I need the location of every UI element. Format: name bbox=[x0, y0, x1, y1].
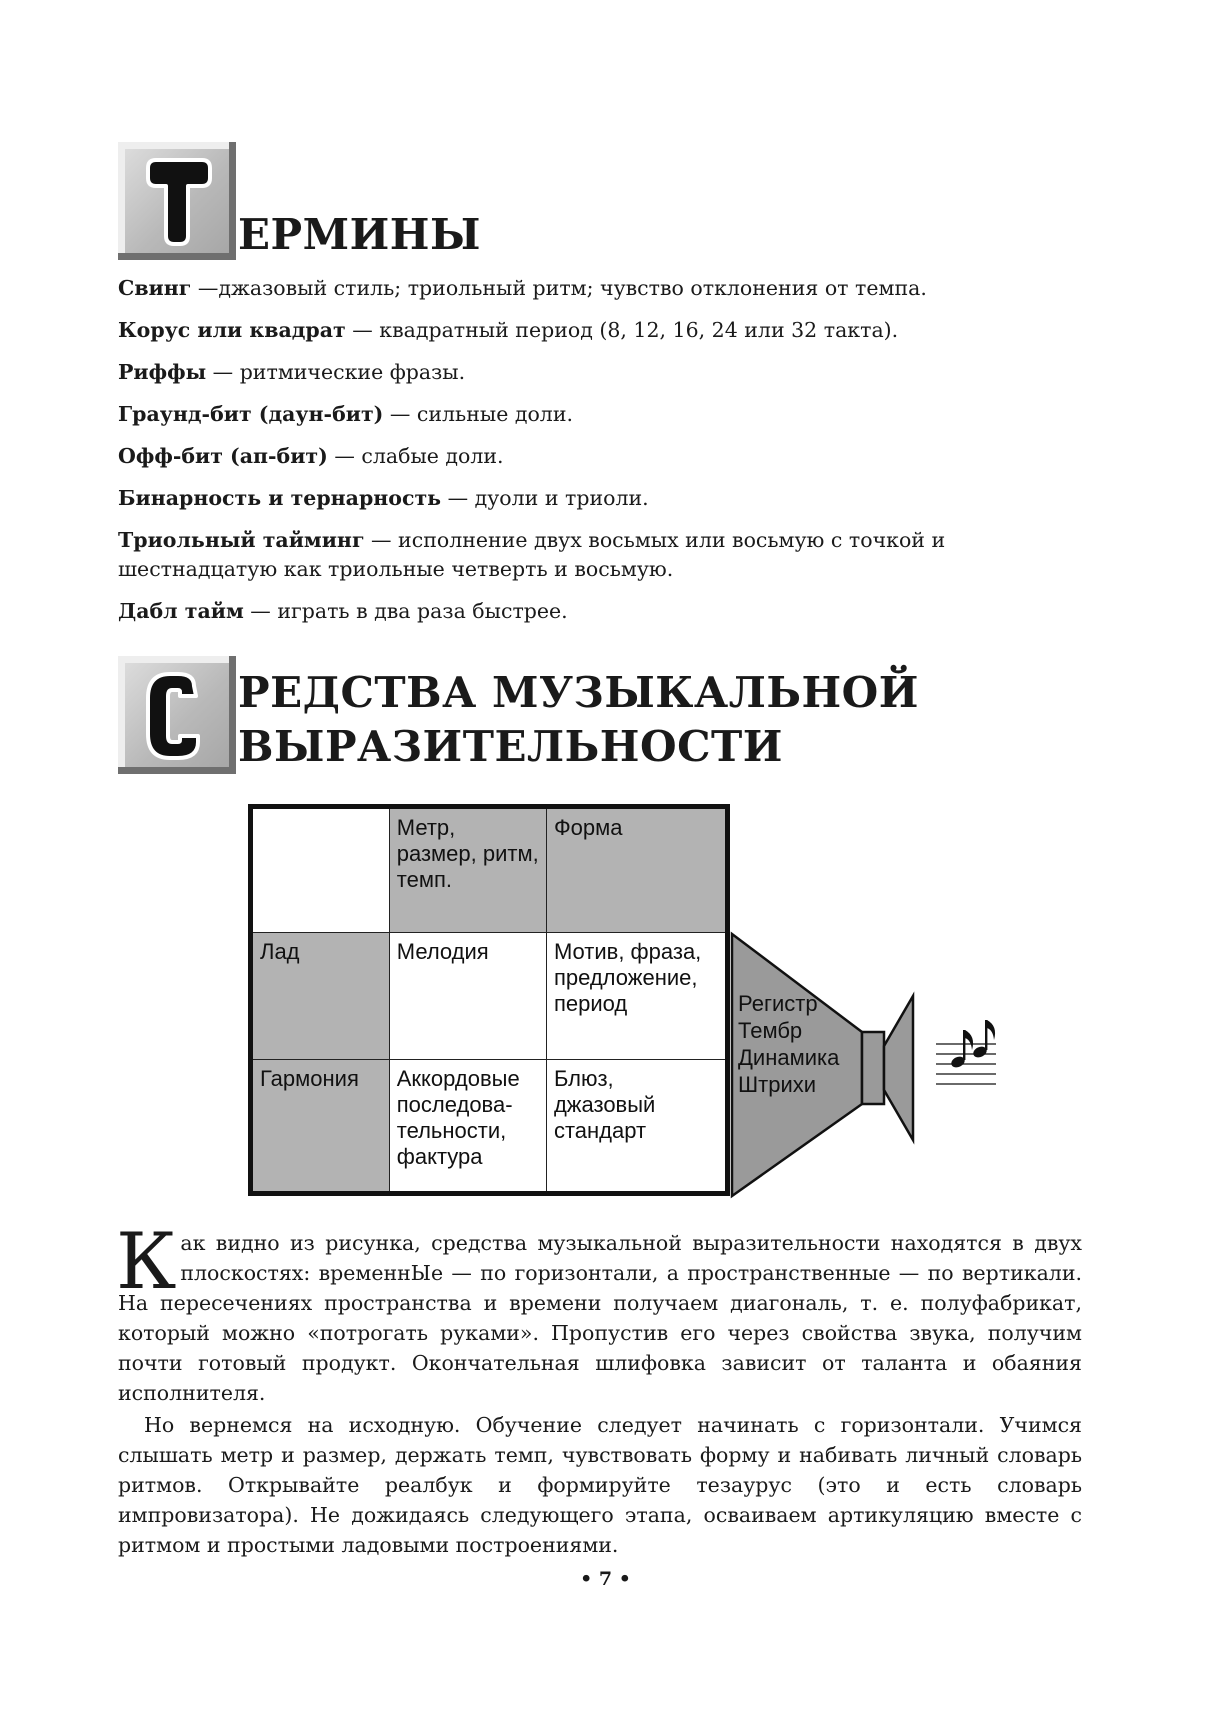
means-title bbox=[238, 666, 919, 774]
dropcap-k: К bbox=[116, 1217, 177, 1307]
expressiveness-diagram bbox=[248, 804, 1008, 1204]
term-definition: — квадратный период (8, 12, 16, 24 или 32 такта). bbox=[345, 318, 899, 342]
paragraph-text: ак видно из рисунка, средства музыкальной выразительности находятся в двух плоскостях: временнЫе — по горизонтали, а пространственные — по вертикали. На пересечениях пространства и времени получаем диагональ, т. е. полуфабрикат, который можно «потрогать руками». Пропустив его через свойства звука, получим почти готовый продукт. Окончательная шлифовка зависит от таланта и обаяния исполнителя. bbox=[118, 1231, 1082, 1405]
body-text bbox=[116, 1217, 1082, 1562]
term-name: Дабл тайм bbox=[118, 599, 244, 623]
table-cell: Мотив, фраза, предложение, период bbox=[546, 932, 727, 1060]
term-name: Офф-бит (ап-бит) bbox=[118, 444, 328, 468]
terms-list bbox=[118, 274, 1098, 639]
means-heading bbox=[118, 656, 919, 774]
term-item bbox=[118, 316, 1098, 345]
sound-property: Динамика bbox=[738, 1045, 840, 1070]
table-row bbox=[251, 932, 728, 1060]
funnel-bell bbox=[884, 996, 913, 1140]
term-definition: — ритмические фразы. bbox=[206, 360, 466, 384]
term-definition: —джазовый стиль; триольный ритм; чувство отклонения от темпа. bbox=[191, 276, 927, 300]
terms-title: ЕРМИНЫ bbox=[238, 210, 481, 259]
table-cell: Форма bbox=[546, 807, 727, 933]
dropcap-box-t bbox=[118, 142, 236, 260]
music-notes-icon bbox=[950, 1020, 996, 1069]
body-paragraph-2: Но вернемся на исходную. Обучение следует начинать с горизонтали. Учимся слышать метр и размер, держать темп, чувствовать форму и набивать личный словарь ритмов. Открывайте реалбук и формируйте тезаурус (это и есть словарь импровизатора). Не дожидаясь следующего этапа, осваиваем артикуляцию вместе с ритмом и простыми ладовыми построениями. bbox=[118, 1413, 1082, 1557]
term-definition: — слабые доли. bbox=[327, 444, 504, 468]
means-title-line1: РЕДСТВА МУЗЫКАЛЬНОЙ bbox=[238, 668, 919, 717]
term-name: Свинг bbox=[118, 276, 192, 300]
term-definition: — дуоли и триоли. bbox=[441, 486, 649, 510]
term-name: Триольный тайминг bbox=[118, 528, 365, 552]
term-item bbox=[118, 597, 1098, 626]
term-item bbox=[118, 358, 1098, 387]
term-item bbox=[118, 484, 1098, 513]
terms-heading bbox=[118, 142, 481, 260]
svg-text:С: С bbox=[176, 768, 178, 769]
page-number: • 7 • bbox=[580, 1568, 631, 1590]
term-name: Корус или квадрат bbox=[118, 318, 346, 342]
dropcap-s-glyph bbox=[118, 656, 236, 774]
dropcap-box-s bbox=[118, 656, 236, 774]
term-name: Риффы bbox=[118, 360, 207, 384]
term-definition: — исполнение двух восьмых или восьмую с точкой и шестнадцатую как триольные четверть и восьмую. bbox=[118, 528, 946, 581]
term-definition: — сильные доли. bbox=[383, 402, 574, 426]
table-cell bbox=[251, 807, 390, 933]
svg-text:Т: Т bbox=[176, 254, 178, 255]
expressiveness-table bbox=[248, 804, 730, 1196]
term-item bbox=[118, 274, 1098, 303]
means-title-line2: ВЫРАЗИТЕЛЬНОСТИ bbox=[238, 722, 783, 771]
dropcap-t-glyph bbox=[118, 142, 236, 260]
term-item bbox=[118, 442, 1098, 471]
table-cell: Мелодия bbox=[389, 932, 546, 1060]
term-item bbox=[118, 400, 1098, 429]
term-definition: — играть в два раза быстрее. bbox=[243, 599, 568, 623]
table-cell: Гармония bbox=[251, 1060, 390, 1194]
term-name: Бинарность и тернарность bbox=[118, 486, 442, 510]
sound-properties-list bbox=[738, 990, 839, 1098]
sound-property: Тембр bbox=[738, 1018, 803, 1043]
table-cell: Аккордовые последова-тельности, фактура bbox=[389, 1060, 546, 1194]
table-cell: Лад bbox=[251, 932, 390, 1060]
table-cell: Метр, размер, ритм, темп. bbox=[389, 807, 546, 933]
table-row bbox=[251, 807, 728, 933]
funnel-neck bbox=[862, 1032, 884, 1104]
term-item bbox=[118, 526, 1098, 584]
body-paragraph-1 bbox=[116, 1217, 1082, 1408]
sound-property: Регистр bbox=[738, 991, 818, 1016]
table-cell: Блюз, джазовый стандарт bbox=[546, 1060, 727, 1194]
term-name: Граунд-бит (даун-бит) bbox=[118, 402, 384, 426]
sound-property: Штрихи bbox=[738, 1072, 817, 1097]
table-row bbox=[251, 1060, 728, 1194]
